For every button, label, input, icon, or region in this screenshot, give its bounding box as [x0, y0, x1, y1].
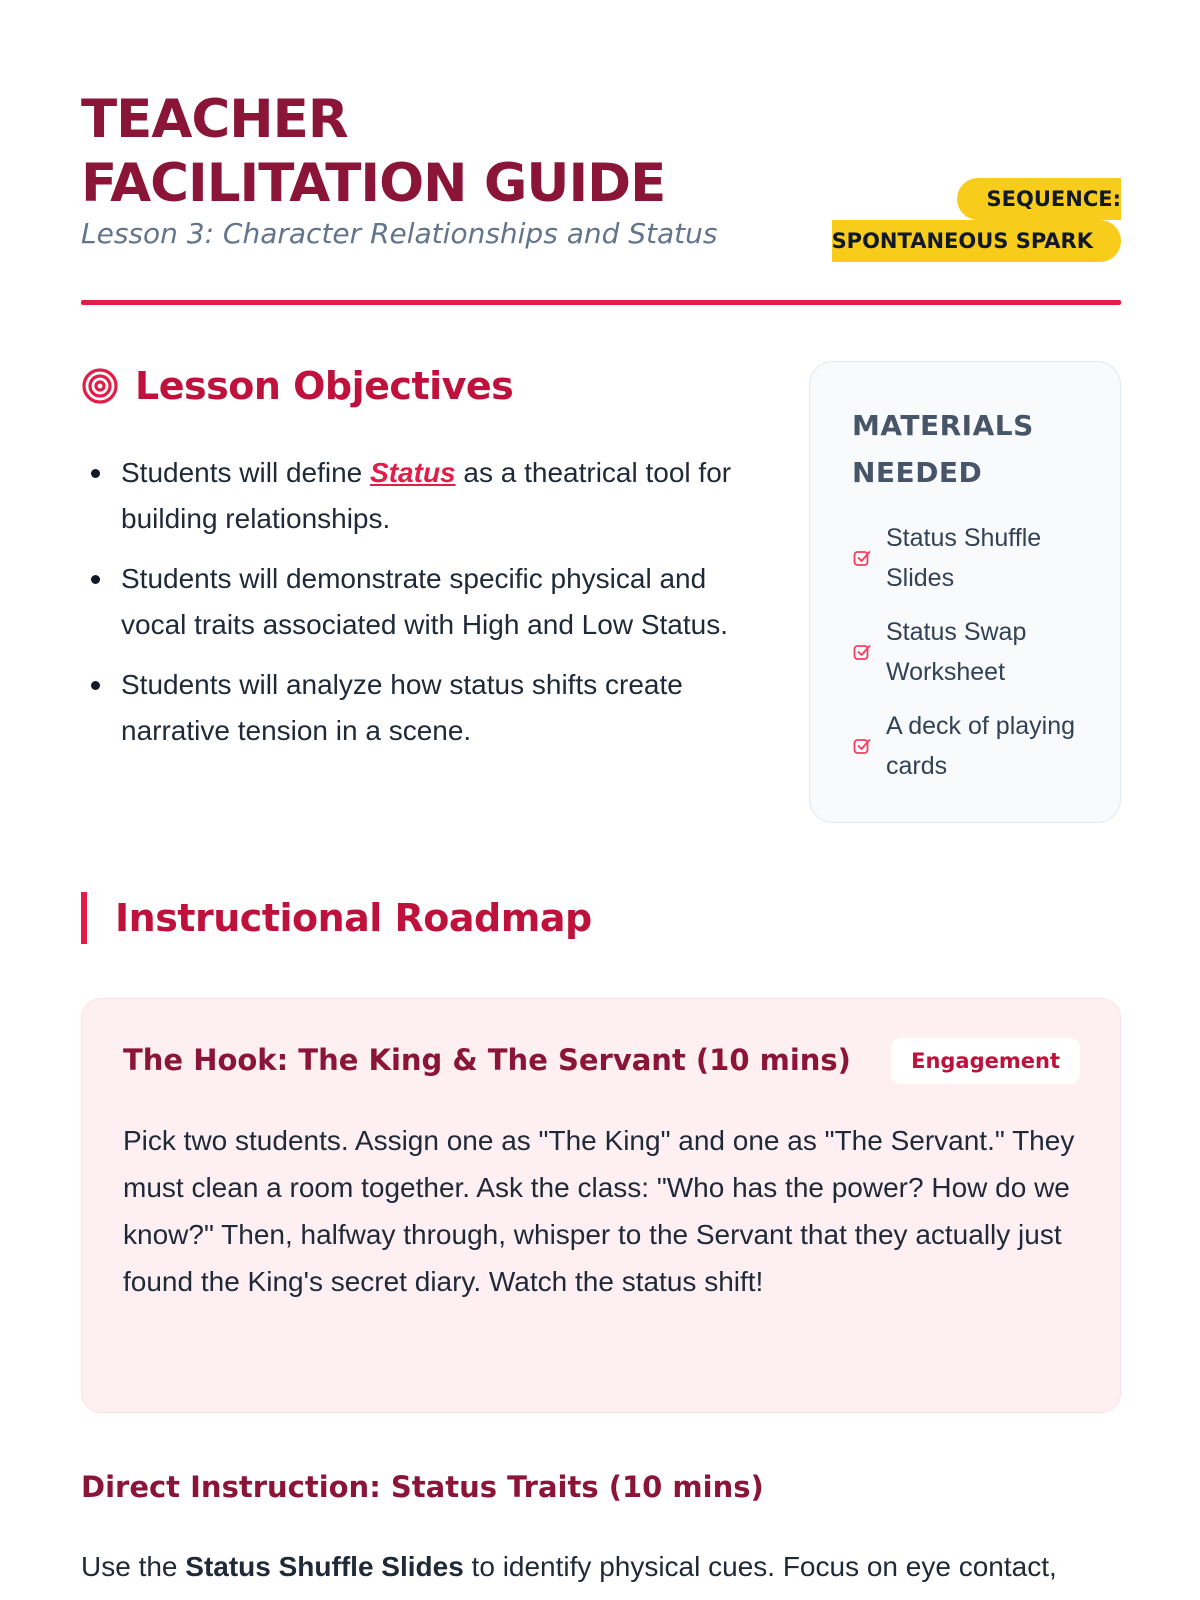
roadmap-heading: [81, 892, 592, 944]
objectives-title: Lesson Objectives: [135, 364, 514, 408]
checkbox-check-icon: [852, 642, 872, 662]
lesson-subtitle: Lesson 3: Character Relationships and Status: [81, 217, 718, 250]
title-line-2: FACILITATION GUIDE: [81, 153, 666, 214]
engagement-badge: Engagement: [891, 1038, 1080, 1084]
lesson-objectives-section: [81, 362, 761, 768]
status-term-link[interactable]: Status: [370, 457, 456, 488]
hook-activity-card: [81, 998, 1121, 1413]
checkbox-check-icon: [852, 548, 872, 568]
checkbox-check-icon: [852, 736, 872, 756]
hook-title: The Hook: The King & The Servant (10 mins): [123, 1043, 851, 1077]
material-item: [852, 706, 1090, 786]
bullet: [91, 575, 100, 584]
objective-text-after: as a theatrical tool for building relationships.: [121, 457, 732, 534]
header-divider: [81, 300, 1121, 305]
objective-item: [81, 556, 761, 648]
materials-title: MATERIALS NEEDED: [852, 409, 1034, 489]
header: [81, 88, 1121, 308]
material-label: Status Shuffle Slides: [886, 524, 1042, 592]
sequence-label: SEQUENCE:: [957, 178, 1121, 220]
page-title: [81, 88, 801, 216]
bullet: [91, 469, 100, 478]
target-icon: [81, 367, 119, 405]
materials-list: [852, 518, 1090, 786]
material-item: [852, 518, 1090, 598]
sequence-badge: [831, 178, 1121, 262]
material-item: [852, 612, 1090, 692]
bullet: [91, 681, 100, 690]
slides-reference: Status Shuffle Slides: [185, 1551, 464, 1582]
sequence-name: SPONTANEOUS SPARK: [832, 220, 1121, 262]
objective-item: [81, 662, 761, 754]
direct-text-after: to identify physical cues. Focus on eye contact,: [463, 1551, 1057, 1582]
roadmap-title: Instructional Roadmap: [115, 896, 592, 940]
hook-description: Pick two students. Assign one as "The King" and one as "The Servant." They must clean a room together. Ask the class: "Who has the power? How do we know?" Then, halfway through, whisper to the Servant that they actually just found the King's secret diary. Watch the status shift!: [123, 1125, 1075, 1297]
materials-needed-card: [809, 361, 1121, 823]
objective-item: [81, 450, 761, 542]
material-label: A deck of playing cards: [886, 712, 1076, 780]
direct-instruction-text: [81, 1543, 1121, 1590]
objectives-list: [81, 450, 761, 754]
facilitation-guide-page: [81, 0, 1121, 1600]
objective-text: Students will demonstrate specific physical and vocal traits associated with High and Low Status.: [121, 563, 728, 640]
objective-text-before: Students will define: [121, 457, 371, 488]
title-line-1: TEACHER: [81, 89, 348, 150]
objective-text: Students will analyze how status shifts create narrative tension in a scene.: [121, 669, 683, 746]
material-label: Status Swap Worksheet: [886, 618, 1027, 686]
direct-text-before: Use the: [81, 1551, 186, 1582]
objectives-heading: [81, 362, 761, 410]
accent-bar: [81, 892, 87, 944]
direct-instruction-title: Direct Instruction: Status Traits (10 mins): [81, 1470, 764, 1504]
